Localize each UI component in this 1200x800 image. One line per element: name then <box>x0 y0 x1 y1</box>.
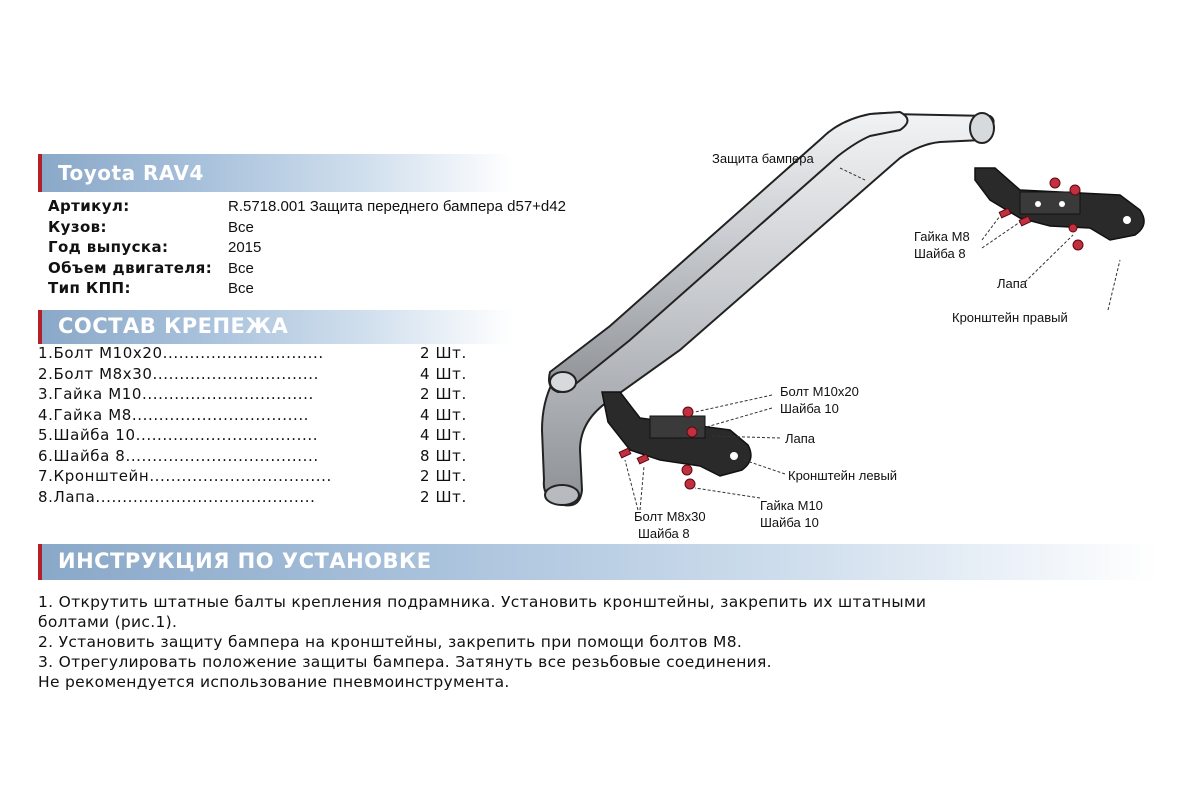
label-bracket-left: Кронштейн левый <box>788 468 898 483</box>
list-item <box>38 488 488 509</box>
bracket-left <box>602 392 751 476</box>
instruction-line: болтами (рис.1). <box>38 613 178 631</box>
kit-item-name: 6.Шайба 8.................................... <box>38 446 319 465</box>
header-bar <box>38 154 513 192</box>
list-item <box>38 385 488 406</box>
bracket-right <box>975 168 1144 240</box>
kit-list <box>38 344 488 508</box>
list-item <box>38 426 488 447</box>
label-nut-m8: Гайка М8 <box>914 229 970 244</box>
kit-section-title: СОСТАВ КРЕПЕЖА <box>58 314 289 338</box>
list-item <box>38 467 488 488</box>
label-washer-10-top: Шайба 10 <box>780 401 839 416</box>
kit-item-name: 2.Болт М8х30............................... <box>38 364 319 383</box>
spec-value: R.5718.001 Защита переднего бампера d57+d42 <box>228 198 566 215</box>
list-item <box>38 344 488 365</box>
kit-item-qty: 8 Шт. <box>420 446 467 465</box>
kit-item-qty: 4 Шт. <box>420 364 467 383</box>
bumper-diagram <box>520 100 1200 540</box>
label-washer-8-right: Шайба 8 <box>914 246 966 261</box>
kit-item-qty: 2 Шт. <box>420 467 467 485</box>
instruction-line: 2. Установить защиту бампера на кронштейны, закрепить при помощи болтов М8. <box>38 633 743 651</box>
instructions-text <box>38 592 1138 692</box>
label-bumper-guard: Защита бампера <box>712 151 814 166</box>
kit-item-name: 8.Лапа......................................... <box>38 487 316 506</box>
kit-item-name: 3.Гайка М10................................ <box>38 385 314 403</box>
spec-label: Объем двигателя: <box>48 258 213 277</box>
kit-item-qty: 4 Шт. <box>420 426 467 444</box>
kit-item-name: 4.Гайка М8................................. <box>38 405 310 424</box>
list-item <box>38 365 488 386</box>
spec-label: Артикул: <box>48 197 130 215</box>
kit-section-bar <box>38 310 513 344</box>
spec-label: Кузов: <box>48 217 107 236</box>
spec-label: Год выпуска: <box>48 238 169 256</box>
instruction-line: 3. Отрегулировать положение защиты бампера. Затянуть все резьбовые соединения. <box>38 653 772 671</box>
label-paw-left: Лапа <box>785 431 816 446</box>
spec-label: Тип КПП: <box>48 279 131 297</box>
label-paw-right: Лапа <box>997 276 1028 291</box>
instruction-line: Не рекомендуется использование пневмоинструмента. <box>38 673 510 691</box>
spec-value: Все <box>228 280 254 297</box>
spec-value: Все <box>228 259 254 277</box>
kit-item-qty: 4 Шт. <box>420 405 467 424</box>
kit-item-name: 5.Шайба 10.................................. <box>38 426 319 444</box>
spec-value: Все <box>228 218 254 236</box>
outer-tube <box>542 113 994 505</box>
kit-item-qty: 2 Шт. <box>420 344 467 362</box>
page-title: Toyota RAV4 <box>58 161 204 185</box>
label-nut-m10: Гайка М10 <box>760 498 823 513</box>
kit-item-name: 7.Кронштейн.................................. <box>38 467 332 485</box>
instruction-line: 1. Открутить штатные балты крепления подрамника. Установить кронштейны, закрепить их штатными <box>38 593 927 611</box>
kit-item-qty: 2 Шт. <box>420 487 467 506</box>
kit-item-qty: 2 Шт. <box>420 385 467 403</box>
label-washer-8-left: Шайба 8 <box>638 526 690 541</box>
label-bolt-m10: Болт М10х20 <box>780 384 859 399</box>
list-item <box>38 447 488 468</box>
instructions-section-bar <box>38 544 1158 580</box>
label-bolt-m8: Болт М8х30 <box>634 509 706 524</box>
list-item <box>38 406 488 427</box>
spec-value: 2015 <box>228 239 262 256</box>
kit-item-name: 1.Болт М10х20.............................. <box>38 344 324 362</box>
label-washer-10-bottom: Шайба 10 <box>760 515 819 530</box>
label-bracket-right: Кронштейн правый <box>952 310 1068 325</box>
instructions-section-title: ИНСТРУКЦИЯ ПО УСТАНОВКЕ <box>58 549 432 573</box>
